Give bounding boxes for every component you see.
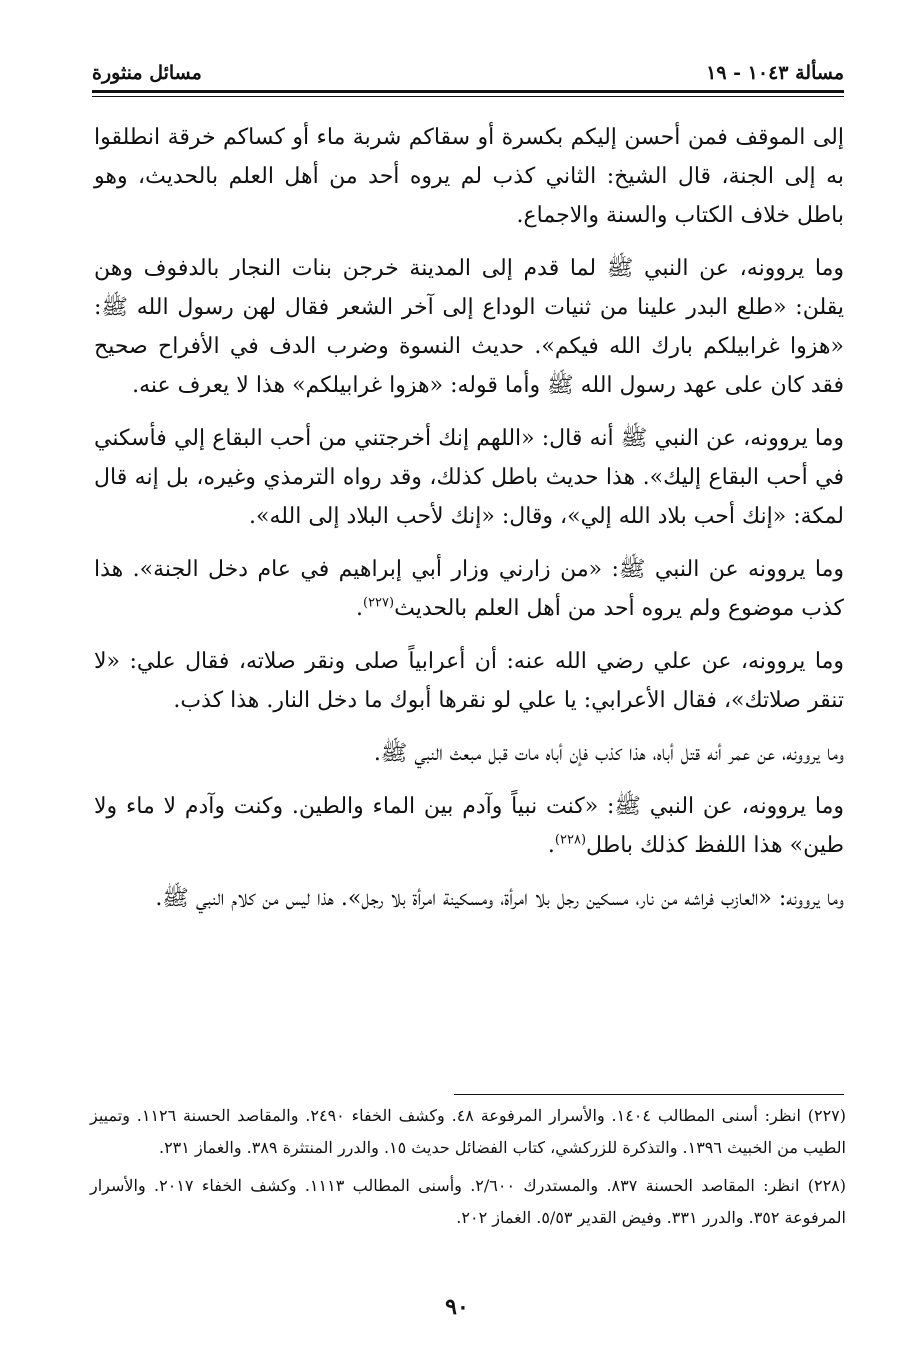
page-number: ٩٠	[445, 1294, 469, 1320]
paragraph-end-mark: .	[547, 833, 555, 858]
paragraph-text: وما يروونه عن النبي ﷺ: «من زارني وزار أبي إبراهيم في عام دخل الجنة». هذا كذب موضوع ولم يروه أحد من أهل العلم بالحديث	[94, 557, 844, 621]
footnotes	[90, 1100, 846, 1240]
footnote-divider	[454, 1094, 844, 1095]
paragraph-end-mark: .	[355, 596, 363, 621]
paragraph	[94, 550, 844, 628]
header-rule-thick	[92, 90, 844, 93]
header-rule-thin	[92, 96, 844, 97]
footnote-ref: (٢٢٨)	[554, 832, 587, 848]
paragraph: إلى الموقف فمن أحسن إليكم بكسرة أو سقاكم شربة ماء أو كساكم خرقة انطلقوا به إلى الجنة، قال الشيخ: الثاني كذب لم يروه أحد من أهل العلم بالحديث، وهو باطل خلاف الكتاب والسنة والاجماع.	[94, 125, 844, 228]
footnote-ref: (٢٢٧)	[362, 595, 395, 611]
main-text	[94, 118, 844, 926]
paragraph: وما يروونه، عن عمر أنه قتل أباه، هذا كذب فإن أباه مات قبل مبعث النبي ﷺ.	[373, 741, 844, 766]
paragraph: وما يروونه: «العازب فراشه من نار، مسكين رجل بلا امرأة، ومسكينة امرأة بلا رجل». هذا ليس من كلام النبي ﷺ.	[155, 886, 844, 911]
footnote: (٢٢٧) انظر: أسنى المطالب ١٤٠٤. والأسرار المرفوعة ٤٨. وكشف الخفاء ٢٤٩٠. والمقاصد الحسنة ١١٢٦. وتمييز الطيب من الخبيث ١٣٩٦. والتذكرة للزركشي، كتاب الفضائل حديث ١٥. والدرر المنتثرة ٣٨٩. والغماز ٢٣١.	[90, 1106, 847, 1157]
paragraph: وما يروونه، عن علي رضي الله عنه: أن أعرابياً صلى ونقر صلاته، فقال علي: «لا تنقر صلاتك»، فقال الأعرابي: يا علي لو نقرها أبوك ما دخل النار. هذا كذب.	[94, 649, 844, 713]
running-header-section: مسائل منثورة	[92, 62, 202, 84]
paragraph	[94, 787, 844, 865]
footnote: (٢٢٨) انظر: المقاصد الحسنة ٨٣٧. والمستدرك ٢/٦٠٠. وأسنى المطالب ١١١٣. وكشف الخفاء ٢٠١٧. والأسرار المرفوعة ٣٥٢. والدرر ٣٣١. وفيض القدير ٥/٥٣. الغماز ٢٠٢.	[90, 1176, 847, 1227]
running-header-title: مسألة ١٠٤٣ - ١٩	[706, 62, 844, 84]
paragraph: وما يروونه، عن النبي ﷺ لما قدم إلى المدينة خرجن بنات النجار بالدفوف وهن يقلن: «طلع البدر علينا من ثنيات الوداع إلى آخر الشعر فقال لهن رسول الله ﷺ: «هزوا غرابيلكم بارك الله فيكم». حديث النسوة وضرب الدف في الأفراح صحيح فقد كان على عهد رسول الله ﷺ وأما قوله: «هزوا غرابيلكم» هذا لا يعرف عنه.	[94, 256, 844, 398]
paragraph-text: وما يروونه، عن النبي ﷺ: «كنت نبياً وآدم بين الماء والطين. وكنت وآدم لا ماء ولا طين» هذا اللفظ كذلك باطل	[94, 794, 844, 858]
running-header	[92, 52, 844, 86]
paragraph: وما يروونه، عن النبي ﷺ أنه قال: «اللهم إنك أخرجتني من أحب البقاع إلي فأسكني في أحب البقاع إليك». هذا حديث باطل كذلك، وقد رواه الترمذي وغيره، بل إنه قال لمكة: «إنك أحب بلاد الله إلي»، وقال: «إنك لأحب البلاد إلى الله».	[94, 426, 844, 529]
